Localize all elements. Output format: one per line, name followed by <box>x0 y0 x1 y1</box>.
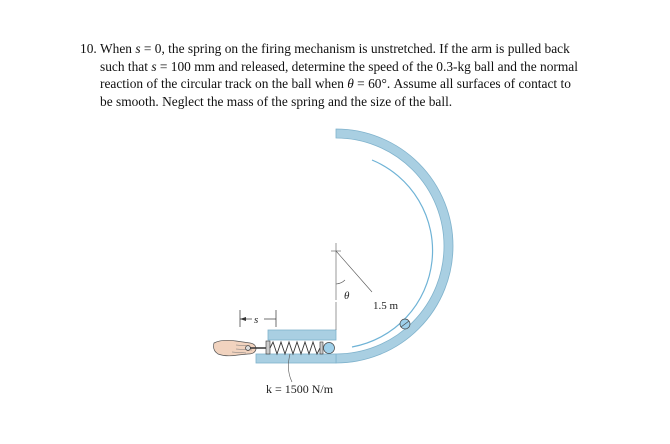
problem-line-4: be smooth. Neglect the mass of the spring and the size of the ball. <box>100 93 453 109</box>
ball-in-launcher <box>324 343 335 354</box>
channel-upper-plate <box>268 330 336 340</box>
angle-arc <box>336 280 345 284</box>
problem-line-2: such that s = 100 mm and released, determine the speed of the 0.3-kg ball and the normal <box>100 58 578 74</box>
arm-knob <box>246 346 251 351</box>
plunger-plate <box>266 341 270 354</box>
radius-line <box>336 251 372 292</box>
angle-label: θ <box>344 290 350 302</box>
problem-number: 10. <box>80 41 97 56</box>
spring <box>270 342 320 354</box>
radius-label: 1.5 m <box>373 300 399 312</box>
spring-constant-label: k = 1500 N/m <box>266 382 334 396</box>
dimension-arrowhead <box>240 317 246 321</box>
displacement-label: s <box>254 314 259 326</box>
problem-line-1: When s = 0, the spring on the firing mechanism is unstretched. If the arm is pulled back <box>100 41 570 56</box>
spring-end-block <box>320 342 323 354</box>
problem-line-3: reaction of the circular track on the ball when θ = 60°. Assume all surfaces of contact to <box>100 76 571 91</box>
channel-lower-plate <box>256 354 336 363</box>
